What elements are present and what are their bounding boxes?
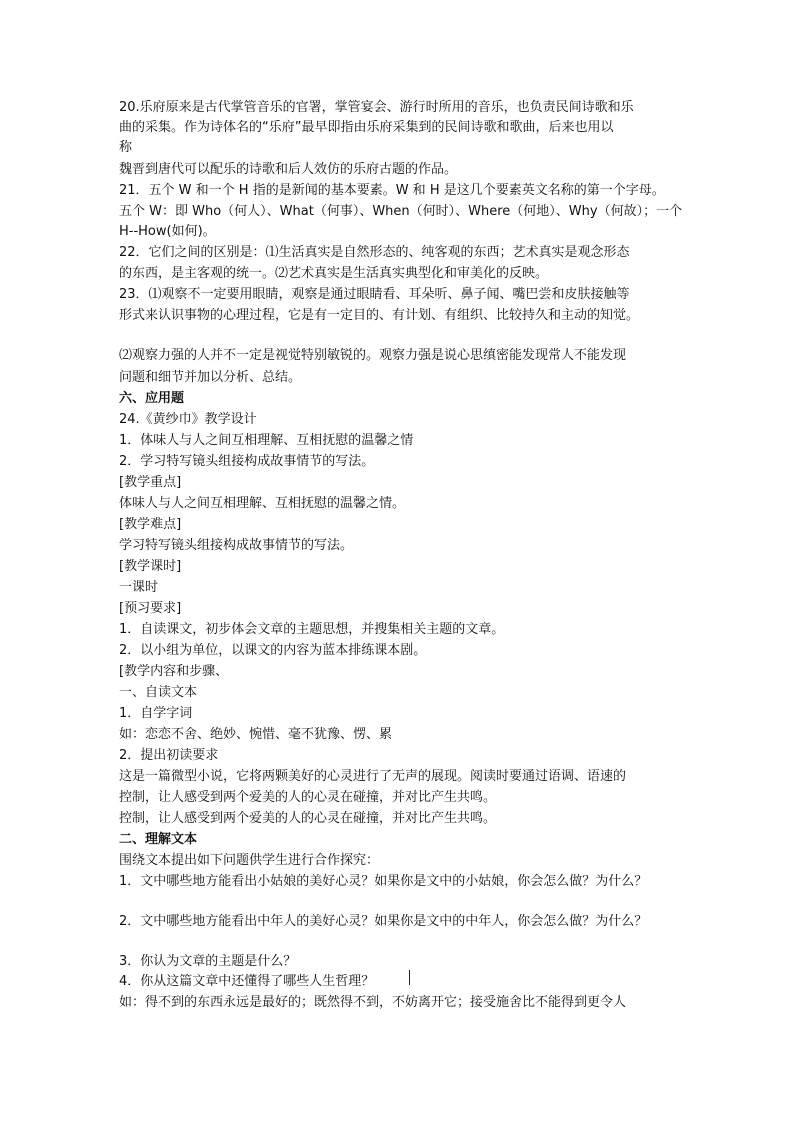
preview-item-2: 2．以小组为单位，以课文的内容为蓝本排练课本剧。 bbox=[119, 643, 427, 658]
preview-item-1: 1．自读课文，初步体会文章的主题思想，并搜集相关主题的文章。 bbox=[119, 622, 505, 637]
preview-heading: [预习要求] bbox=[119, 601, 182, 616]
q23-line-4: 问题和细节并加以分析、总结。 bbox=[119, 370, 302, 385]
reading-requirement-line-1: 这是一篇微型小说，它将两颗美好的心灵进行了无声的展现。阅读时要通过语调、语速的 bbox=[119, 769, 627, 784]
q20-line-2: 曲的采集。作为诗体名的“乐府”最早即指由乐府采集到的民间诗歌和歌曲，后来也用以 bbox=[119, 120, 614, 135]
part-2-question-2: 2．文中哪些地方能看出中年人的美好心灵？如果你是文中的中年人，你会怎么做？为什么？ bbox=[119, 914, 648, 929]
q20-line-1: 20.乐府原来是古代掌管音乐的官署，掌管宴会、游行时所用的音乐，也负责民间诗歌和乐 bbox=[119, 100, 634, 115]
part-1-item-2: 2．提出初读要求 bbox=[119, 748, 219, 763]
q20-line-3: 称 bbox=[119, 140, 133, 155]
q21-line-2: 五个 W：即 Who（何人）、What（何事）、When（何时）、Where（何地）、Why（何故）；一个 bbox=[119, 204, 683, 219]
part-2-question-3: 3．你认为文章的主题是什么？ bbox=[119, 954, 297, 969]
goal-2: 2．学习特写镜头组接构成故事情节的写法。 bbox=[119, 454, 375, 469]
q23-line-2: 形式来认识事物的心理过程，它是有一定目的、有计划、有组织、比较持久和主动的知觉。 bbox=[119, 308, 640, 323]
focus-text: 体味人与人之间互相理解、互相抚慰的温馨之情。 bbox=[119, 496, 406, 511]
part-2-question-4: 4．你从这篇文章中还懂得了哪些人生哲理？ bbox=[119, 974, 375, 989]
part-2-question-1: 1．文中哪些地方能看出小姑娘的美好心灵？如果你是文中的小姑娘，你会怎么做？为什么？ bbox=[119, 874, 648, 889]
steps-heading: [教学内容和步骤、 bbox=[119, 664, 229, 679]
part-1-item-1: 1．自学字词 bbox=[119, 706, 193, 721]
q21-line-3: H--How(如何)。 bbox=[119, 224, 216, 239]
q23-line-1: 23．⑴观察不一定要用眼睛，观察是通过眼睛看、耳朵听、鼻子闻、嘴巴尝和皮肤接触等 bbox=[119, 287, 630, 302]
hours-heading: [教学课时] bbox=[119, 559, 182, 574]
q21-line-1: 21．五个 W 和一个 H 指的是新闻的基本要素。W 和 H 是这几个要素英文名称的第一个字母。 bbox=[119, 183, 665, 198]
part-2-intro: 围绕文本提出如下问题供学生进行合作探究： bbox=[119, 853, 380, 868]
goal-1: 1．体味人与人之间互相理解、互相抚慰的温馨之情 bbox=[119, 433, 414, 448]
part-1-words: 如：恋恋不舍、绝妙、惋惜、毫不犹豫、愣、累 bbox=[119, 727, 393, 742]
reading-requirement-line-2: 控制，让人感受到两个爱美的人的心灵在碰撞，并对比产生共鸣。 bbox=[119, 790, 497, 805]
text-cursor bbox=[409, 970, 410, 985]
part-1-heading: 一、自读文本 bbox=[119, 685, 198, 700]
difficulty-text: 学习特写镜头组接构成故事情节的写法。 bbox=[119, 538, 354, 553]
part-2-heading: 二、理解文本 bbox=[119, 832, 198, 847]
q22-line-1: 22．它们之间的区别是：⑴生活真实是自然形态的、纯客观的东西；艺术真实是观念形态 bbox=[119, 245, 630, 260]
q22-line-2: 的东西，是主客观的统一。⑵艺术真实是生活真实典型化和审美化的反映。 bbox=[119, 266, 549, 281]
q20-line-4: 魏晋到唐代可以配乐的诗歌和后人效仿的乐府古题的作品。 bbox=[119, 162, 458, 177]
part-2-example: 如：得不到的东西永远是最好的；既然得不到，不妨离开它；接受施舍比不能得到更令人 bbox=[119, 995, 627, 1010]
section-6-heading: 六、应用题 bbox=[119, 391, 185, 406]
hours-text: 一课时 bbox=[119, 580, 159, 595]
reading-requirement-line-3: 控制，让人感受到两个爱美的人的心灵在碰撞，并对比产生共鸣。 bbox=[119, 811, 497, 826]
q24-title: 24.《黄纱巾》教学设计 bbox=[119, 412, 257, 427]
focus-heading: [教学重点] bbox=[119, 475, 182, 490]
q23-line-3: ⑵观察力强的人并不一定是视觉特别敏锐的。观察力强是说心思缜密能发现常人不能发现 bbox=[119, 348, 627, 363]
difficulty-heading: [教学难点] bbox=[119, 517, 182, 532]
